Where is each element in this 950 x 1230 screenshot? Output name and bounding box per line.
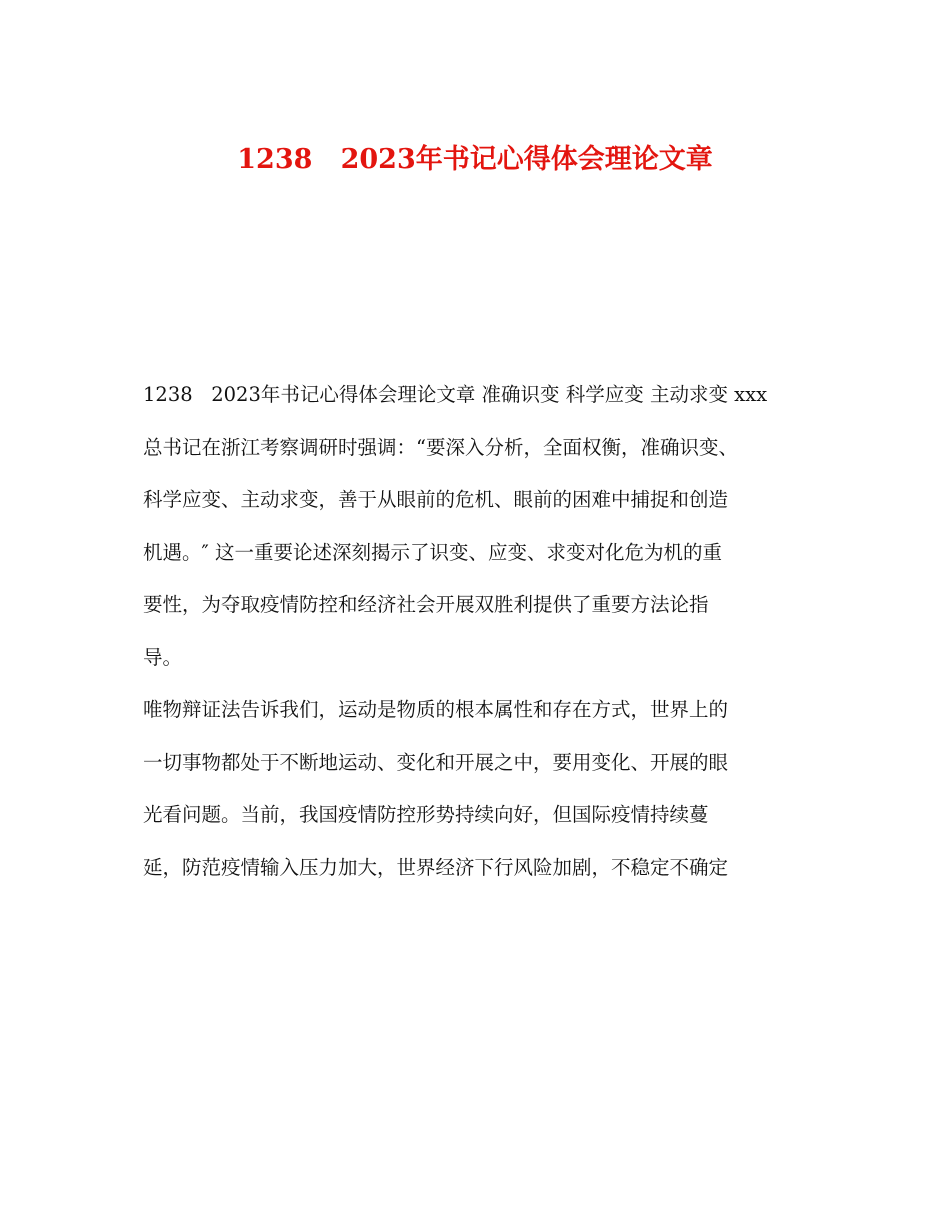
text-line: 总书记在浙江考察调研时强调：“要深入分析，全面权衡，准确识变、 — [143, 435, 738, 459]
paragraph-1 — [143, 369, 818, 684]
text-line: 导。 — [143, 645, 183, 669]
text-line: 一切事物都处于不断地运动、变化和开展之中，要用变化、开展的眼 — [143, 750, 729, 774]
text-line: 延，防范疫情输入压力加大，世界经济下行风险加剧，不稳定不确定 — [143, 855, 729, 879]
document-body — [143, 369, 818, 894]
text-line: 唯物辩证法告诉我们，运动是物质的根本属性和存在方式，世界上的 — [143, 698, 729, 721]
text-line: 要性，为夺取疫情防控和经济社会开展双胜利提供了重要方法论指 — [143, 593, 709, 616]
text-line: 光看问题。当前，我国疫情防控形势持续向好，但国际疫情持续蔓 — [143, 803, 709, 826]
text-line: 1238 2023年书记心得体会理论文章 准确识变 科学应变 主动求变 xxx — [143, 383, 768, 406]
document-title: 1238 2023年书记心得体会理论文章 — [237, 144, 713, 175]
paragraph-2 — [143, 684, 818, 894]
text-line: 科学应变、主动求变，善于从眼前的危机、眼前的困难中捕捉和创造 — [143, 488, 729, 511]
text-line: 机遇。″ 这一重要论述深刻揭示了识变、应变、求变对化危为机的重 — [143, 540, 722, 564]
